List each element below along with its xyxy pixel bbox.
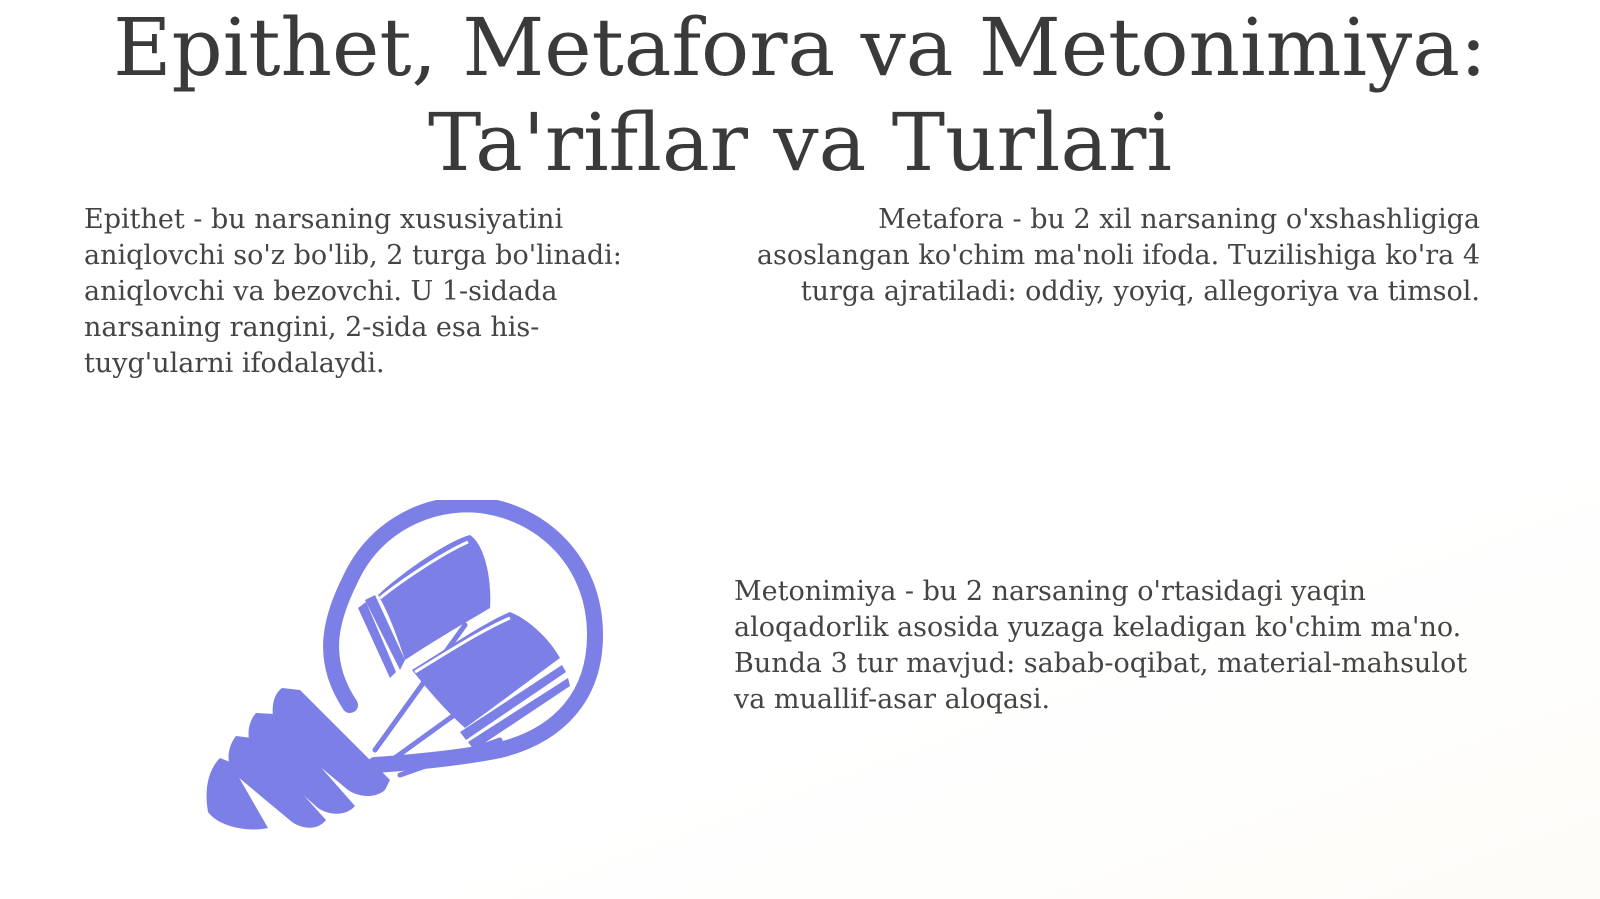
lightbulb-book-icon [200, 500, 620, 845]
epithet-paragraph: Epithet - bu narsaning xususiyatini aniqlovchi so'z bo'lib, 2 turga bo'linadi: aniqlovchi va bezovchi. U 1-sidada narsaning rangini, 2-sida esa his-tuyg'ularni ifodalaydi. [84, 204, 622, 379]
metonimiya-paragraph: Metonimiya - bu 2 narsaning o'rtasidagi yaqin aloqadorlik asosida yuzaga keladigan ko'chim ma'no. Bunda 3 tur mavjud: sabab-oqibat, material-mahsulot va muallif-asar aloqasi. [734, 576, 1468, 715]
slide-title: Epithet, Metafora va Metonimiya: Ta'riflar va Turlari [113, 1, 1487, 189]
metafora-paragraph: Metafora - bu 2 xil narsaning o'xshashligiga asoslangan ko'chim ma'noli ifoda. Tuzilishiga ko'ra 4 turga ajratiladi: oddiy, yoyiq, allegoriya va timsol. [756, 204, 1480, 307]
